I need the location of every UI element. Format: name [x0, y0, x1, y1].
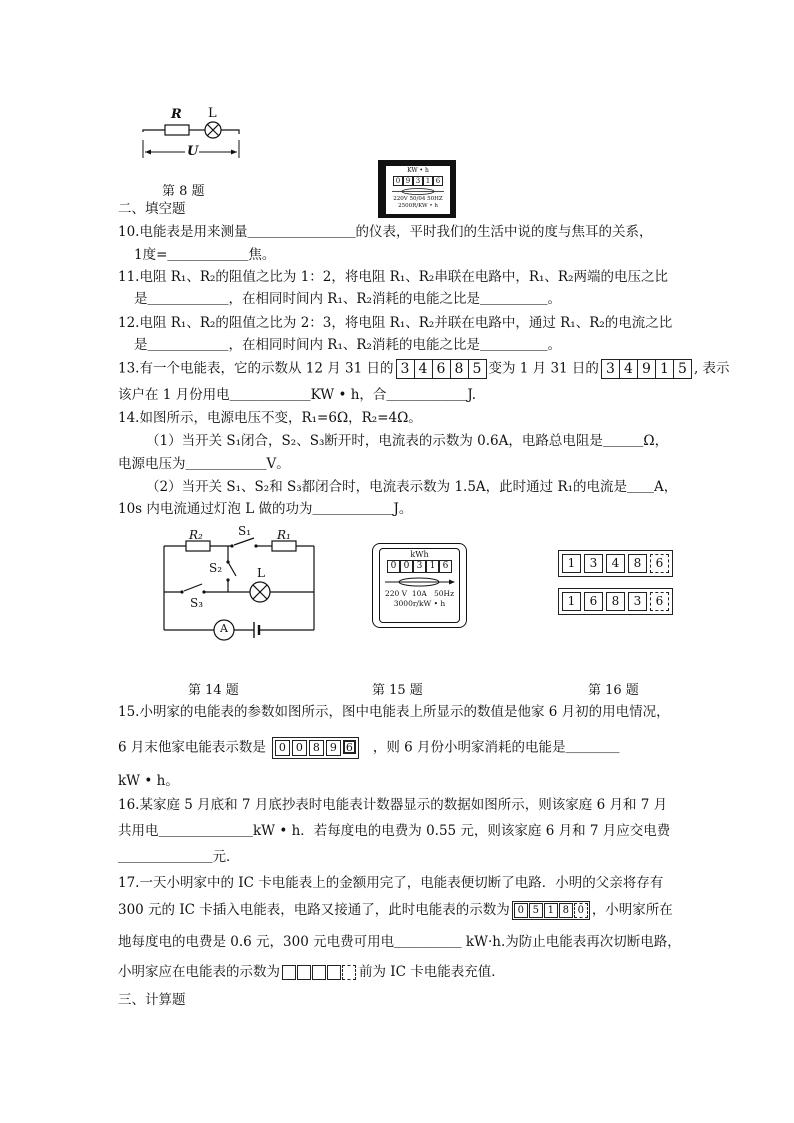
section-3-title: 三、计算题 — [118, 992, 186, 1008]
q14-line5: 10s 内电流通过灯泡 L 做的功为＿＿＿＿＿＿J。 — [118, 501, 413, 517]
q13-digits-a: 3 4 6 8 5 — [396, 359, 487, 379]
fig14-label-r1: R₁ — [277, 528, 291, 542]
figure-15-meter — [372, 543, 467, 628]
q10-line1: 10.电能表是用来测量＿＿＿＿＿＿＿＿的仪表，平时我们的生活中说的度与焦耳的关系， — [118, 224, 653, 240]
q13-mid: 变为 1 月 31 日的 — [488, 360, 599, 377]
fig8-label-u: U — [187, 144, 199, 159]
meter-top-spec1: 220V 50/04 50HZ — [393, 196, 443, 202]
q13-digits-b: 3 4 9 1 5 — [601, 359, 692, 379]
q13-line1 — [118, 359, 730, 379]
fig16-caption: 第 16 题 — [588, 683, 639, 698]
q11-line1: 11.电阻 R₁、R₂的阻值之比为 1：2，将电阻 R₁、R₂串联在电路中，R₁、R₂两端的电压之比 — [118, 269, 668, 285]
meter-top-disc-icon — [388, 187, 448, 196]
fig15-unit: kWh — [410, 550, 429, 559]
energy-meter-top — [378, 160, 456, 218]
fig15-spec2: 3000r/kW • h — [393, 599, 446, 608]
fig14-label-s1: S₁ — [238, 524, 252, 538]
q14-line3: 电源电压为＿＿＿＿＿＿V。 — [118, 456, 290, 472]
q16-line3: ＿＿＿＿＿＿＿元． — [118, 849, 240, 865]
fig14-caption: 第 14 题 — [188, 683, 239, 698]
q17-pre2: 300 元的 IC 卡插入电能表，电路又接通了，此时电能表的示数为 — [118, 902, 510, 918]
fig14-label-s3: S₃ — [190, 596, 204, 610]
q15-pre2: 6 月末他家电能表示数是 — [118, 739, 266, 756]
meter-top-digits: 0 9 3 1 6 — [387, 176, 449, 186]
fig8-caption: 第 8 题 — [162, 184, 205, 199]
fig14-label-l: L — [257, 566, 265, 580]
q15-line2 — [118, 737, 620, 759]
section-2-title: 二、填空题 — [118, 201, 186, 217]
fig14-ammeter-label: A — [220, 622, 228, 635]
q16-line2: 共用电＿＿＿＿＿＿＿kW • h．若每度电的电费为 0.55 元，则该家庭 6 月和 7 月应交电费 — [118, 823, 671, 839]
q13-line2: 该户在 1 月份用电＿＿＿＿＿＿KW • h，合＿＿＿＿＿＿J. — [118, 387, 477, 403]
q14-line4: （2）当开关 S₁、S₂和 S₃都闭合时，电流表示数为 1.5A，此时通过 R₁的电流是＿＿A， — [146, 479, 678, 495]
fig15-spec1: 220 V 10A 50Hz — [384, 589, 455, 598]
q12-line1: 12.电阻 R₁、R₂的阻值之比为 2：3，将电阻 R₁、R₂并联在电路中，通过 R₁、R₂的电流之比 — [118, 315, 673, 331]
q17-post4: 前为 IC 卡电能表充值． — [359, 964, 505, 980]
figure-16-row1: 1 3 4 8 6 — [558, 550, 673, 577]
meter-top-unit: KW • h — [407, 167, 429, 174]
fig15-caption: 第 15 题 — [372, 683, 423, 698]
fig14-label-s2: S₂ — [209, 561, 223, 575]
q13-post: , 表示 — [693, 360, 730, 377]
fig8-label-r: R — [171, 107, 182, 122]
q10-line2: 1度=＿＿＿＿＿＿焦。 — [134, 247, 276, 263]
q15-post2: ，则 6 月份小明家消耗的电能是＿＿＿＿ — [372, 739, 620, 756]
q15-digits: 0 0 8 9 6 — [272, 737, 359, 759]
q14-line1: 14.如图所示，电源电压不变，R₁=6Ω，R₂=4Ω。 — [118, 410, 422, 426]
figure-16-row2: 1 6 8 3 6 — [558, 588, 673, 615]
q13-pre: 13.有一个电能表，它的示数从 12 月 31 日的 — [118, 360, 394, 377]
q16-line1: 16.某家庭 5 月底和 7 月底抄表时电能表计数器显示的数据如图所示，则该家庭 6 月和 7 月 — [118, 797, 668, 813]
q17-line3: 地每度电的电费是 0.6 元，300 元电费可用电＿＿＿＿＿ kW·h.为防止电能表再次切断电路， — [118, 934, 681, 950]
q15-line3: kW • h。 — [118, 773, 179, 789]
figure-14-circuit — [158, 522, 326, 647]
q14-line2: （1）当开关 S₁闭合，S₂、S₃断开时，电流表的示数为 0.6A，电路总电阻是＿＿＿Ω， — [146, 433, 669, 449]
fig14-label-r2: R₂ — [189, 528, 203, 542]
q17-line2 — [118, 901, 673, 920]
fig15-digits: 0 0 3 1 6 — [380, 560, 459, 573]
fig8-label-l: L — [208, 106, 217, 121]
q12-line2: 是＿＿＿＿＿＿，在相同时间内 R₁、R₂消耗的电能之比是＿＿＿＿＿。 — [134, 337, 561, 353]
q17-line4 — [118, 963, 505, 981]
q15-line1: 15.小明家的电能表的参数如图所示，图中电能表上所显示的数值是他家 6 月初的用电情况， — [118, 704, 670, 720]
q17-digits: 0 5 1 8 0 — [512, 901, 590, 920]
q17-post2: ，小明家所在 — [591, 902, 673, 918]
q17-blank-digits — [282, 965, 357, 980]
fig15-disc-icon — [381, 575, 459, 589]
q11-line2: 是＿＿＿＿＿＿，在相同时间内 R₁、R₂消耗的电能之比是＿＿＿＿＿。 — [134, 291, 561, 307]
q17-line1: 17.一天小明家中的 IC 卡电能表上的金额用完了，电能表便切断了电路．小明的父亲将存有 — [118, 875, 664, 891]
meter-top-spec2: 2500R/KW • h — [398, 203, 438, 209]
q17-pre4: 小明家应在电能表的示数为 — [118, 964, 280, 980]
